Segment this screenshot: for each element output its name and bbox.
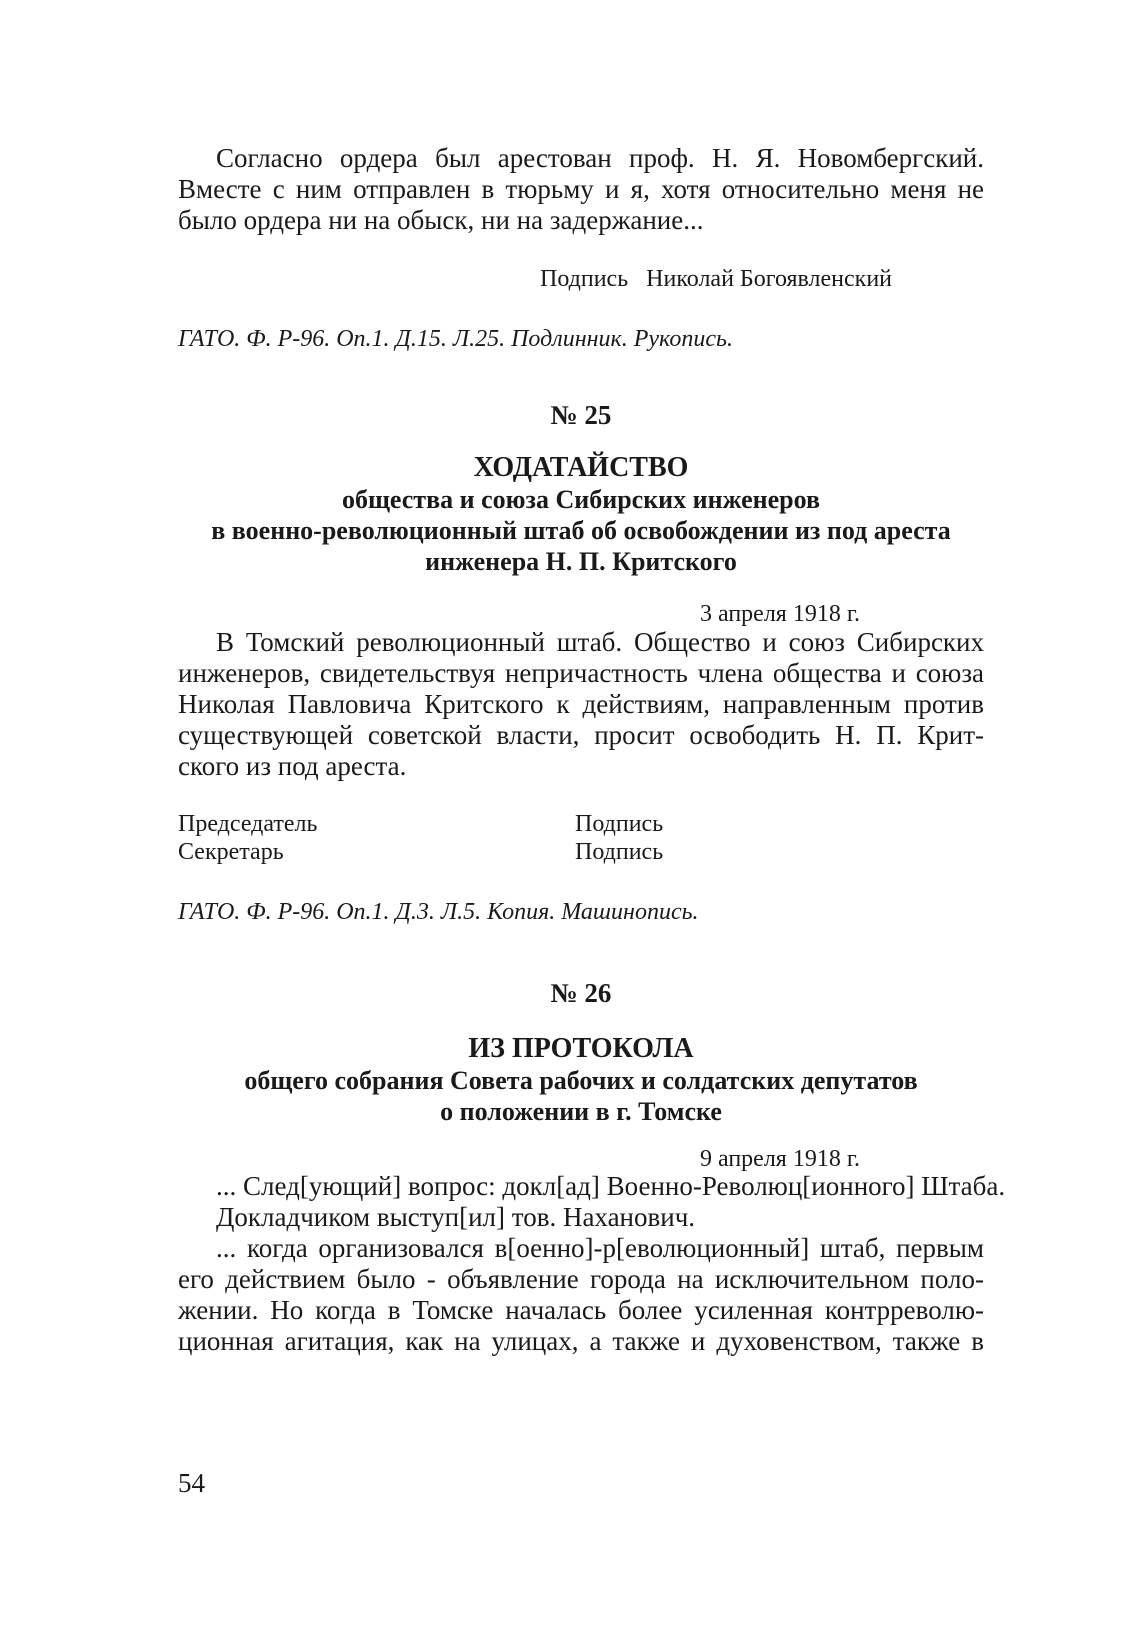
text-line: ского из под ареста. xyxy=(178,751,407,781)
text-line: ционная агитация, как на улицах, а также и духовенством, также в xyxy=(178,1326,984,1356)
top-fragment-text xyxy=(178,143,984,236)
doc25-number: № 25 xyxy=(550,400,612,430)
text-line: ... когда организовался в[оенно]-р[еволюционный] штаб, первым xyxy=(216,1233,984,1263)
text-line: Вместе с ним отправлен в тюрьму и я, хотя относительно меня не xyxy=(178,174,984,204)
doc26-number: № 26 xyxy=(550,978,612,1008)
doc25-subtitle-line: инженера Н. П. Критского xyxy=(425,547,737,576)
archive-source-2: ГАТО. Ф. Р-96. Оп.1. Д.3. Л.5. Копия. Машинопись. xyxy=(178,899,699,925)
text-line: ... След[ующий] вопрос: докл[ад] Военно-Революц[ионного] Штаба. xyxy=(216,1171,1006,1201)
doc25-subtitle-line: в военно-революционный штаб об освобождении из под ареста xyxy=(211,516,951,545)
page-number: 54 xyxy=(178,1468,205,1498)
doc26-heading xyxy=(178,1033,984,1127)
doc26-title: ИЗ ПРОТОКОЛА xyxy=(468,1033,694,1064)
signature-role-chairman: Председатель xyxy=(178,811,318,837)
doc26-date: 9 апреля 1918 г. xyxy=(700,1146,860,1172)
signature-chairman: Подпись xyxy=(575,811,664,837)
text-line: жении. Но когда в Томске началась более усиленная контрреволю- xyxy=(178,1295,984,1325)
text-line: инженеров, свидетельствуя непричастность члена общества и союза xyxy=(178,658,984,688)
text-line: Николая Павловича Критского к действиям, направленным против xyxy=(178,689,984,719)
text-line: было ордера ни на обыск, ни на задержание... xyxy=(178,205,704,235)
signature-secretary: Подпись xyxy=(575,839,664,865)
doc25-body xyxy=(178,627,984,782)
text-line: В Томский революционный штаб. Общество и союз Сибирских xyxy=(216,627,984,657)
text-line: его действием было - объявление города на исключительном поло- xyxy=(178,1264,984,1294)
text-line: Согласно ордера был арестован проф. Н. Я. Новомбергский. xyxy=(216,143,984,173)
doc25-heading xyxy=(178,452,984,577)
doc26-subtitle-line: о положении в г. Томске xyxy=(440,1097,722,1126)
archive-source-1: ГАТО. Ф. Р-96. Оп.1. Д.15. Л.25. Подлинник. Рукопись. xyxy=(178,326,733,352)
doc25-date: 3 апреля 1918 г. xyxy=(700,601,860,627)
text-line: существующей советской власти, просит освободить Н. П. Крит- xyxy=(178,720,984,750)
doc26-subtitle-line: общего собрания Совета рабочих и солдатских депутатов xyxy=(244,1066,918,1095)
signature-bogoyavlensky: Подпись Николай Богоявленский xyxy=(540,266,893,292)
doc26-body xyxy=(178,1171,1006,1357)
doc25-title: ХОДАТАЙСТВО xyxy=(473,452,689,483)
signature-role-secretary: Секретарь xyxy=(178,839,284,865)
doc25-subtitle-line: общества и союза Сибирских инженеров xyxy=(341,485,821,514)
text-line: Докладчиком выступ[ил] тов. Наханович. xyxy=(216,1202,696,1232)
